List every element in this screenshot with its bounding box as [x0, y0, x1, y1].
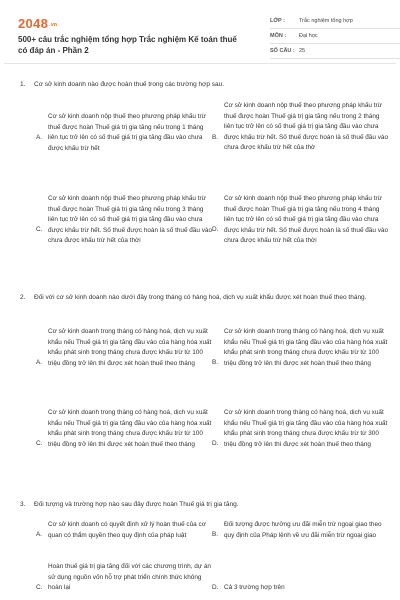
option-letter: D. — [212, 440, 219, 447]
meta-label: SỐ CÂU : — [270, 48, 295, 54]
option-letter: D. — [212, 226, 219, 233]
question-prompt — [16, 500, 388, 510]
option-letter: A. — [36, 359, 43, 366]
question-item — [16, 293, 388, 448]
question-number: 1. — [20, 81, 26, 88]
option-text: Hoàn thuế giá trị gia tăng đối với các chương trình, dự án sử dụng nguồn vốn hỗ trợ phát triển chính thức không hoàn lại — [48, 563, 211, 591]
option-letter: A. — [36, 531, 43, 538]
option-text: Đối tượng được hưởng ưu đãi miễn trừ ngoại giao theo quy định của Pháp lệnh về ưu đãi miễn trừ ngoại giao — [224, 521, 382, 539]
meta-row-class — [270, 14, 400, 29]
option-text: Cơ sở kinh doanh trong tháng có hàng hoá, dịch vụ xuất khẩu nếu Thuế giá trị gia tăng đầu vào của hàng hóa xuất khẩu phát sinh trong tháng chưa được khấu trừ từ 300 triệu đồng trở lên thì được xét hoàn thuế theo tháng — [224, 409, 388, 448]
logo-text: 2048 — [18, 16, 49, 31]
option-letter: B. — [212, 134, 219, 141]
option-text: Cơ sở kinh doanh nộp thuế theo phương pháp khấu trừ thuế được hoàn Thuế giá trị gia tăng nếu trong 1 tháng liên tục trở lên có số thuế giá trị gia tăng đầu vào chưa được khấu trừ hết — [48, 113, 206, 152]
meta-row-subject — [270, 29, 400, 44]
meta-label: MÔN : — [270, 33, 287, 39]
option-text: Cơ sở kinh doanh trong tháng có hàng hoá, dịch vụ xuất khẩu nếu Thuế giá trị gia tăng đầu vào của hàng hóa xuất khẩu phát sinh trong tháng chưa được khấu trừ từ 100 triệu đồng trở lên thì được xét hoàn thuế theo tháng — [48, 328, 212, 367]
question-number: 3. — [20, 501, 26, 508]
question-number: 2. — [20, 294, 26, 301]
document-meta — [270, 14, 400, 59]
meta-label: LỚP : — [270, 18, 285, 24]
option-text: Cả 3 trường hợp trên — [224, 584, 285, 591]
question-prompt — [16, 293, 388, 303]
question-text: Đối tượng và trường hợp nào sau đây được hoàn Thuế giá trị gia tăng. — [34, 501, 239, 508]
question-text: Cơ sở kinh doanh nào được hoàn thuế trong các trường hợp sau. — [34, 81, 225, 88]
option-text: Cơ sở kinh doanh trong tháng có hàng hoá, dịch vụ xuất khẩu nếu Thuế giá trị gia tăng đầu vào của hàng hóa xuất khẩu phát sinh trong tháng chưa được khấu trừ từ 100 triệu đồng trở lên thì được xét hoàn thuế theo tháng — [224, 328, 388, 367]
option-letter: B. — [212, 531, 219, 538]
meta-row-question-count — [270, 44, 400, 59]
meta-value: Trắc nghiệm tổng hợp — [299, 18, 353, 24]
option-letter: B. — [212, 359, 219, 366]
meta-value: 25 — [299, 48, 306, 54]
site-logo[interactable] — [18, 16, 57, 31]
option-letter: D. — [212, 584, 219, 591]
option-text: Cơ sở kinh doanh nộp thuế theo phương pháp khấu trừ thuế được hoàn Thuế giá trị gia tăng nếu trong 4 tháng liên tục trở lên có số thuế giá trị gia tăng đầu vào chưa được khấu trừ hết. Số thuế được hoàn là số thuế đầu vào chưa được khấu trừ hết của thời — [224, 195, 389, 244]
logo-suffix: .vn — [49, 21, 58, 28]
option-letter: C. — [36, 440, 43, 447]
header-divider — [4, 63, 396, 64]
option-text: Cơ sở kinh doanh có quyết định xử lý hoàn thuế của cơ quan có thẩm quyền theo quy định của pháp luật — [48, 521, 206, 539]
option-text: Cơ sở kinh doanh trong tháng có hàng hoá, dịch vụ xuất khẩu nếu Thuế giá trị gia tăng đầu vào của hàng hóa xuất khẩu phát sinh trong tháng chưa được khấu trừ từ 100 triệu đồng trở lên thì được xét hoàn thuế theo tháng — [48, 409, 212, 448]
question-item — [16, 500, 388, 591]
question-prompt — [16, 80, 388, 90]
document-title: 500+ câu trắc nghiệm tổng hợp Trắc nghiệm Kế toán thuế có đáp án - Phần 2 — [18, 35, 237, 55]
option-letter: C. — [36, 584, 43, 591]
meta-value: Đại học — [299, 33, 318, 39]
option-text: Cơ sở kinh doanh nộp thuế theo phương pháp khấu trừ thuế được hoàn Thuế giá trị gia tăng nếu trong 3 tháng liên tục trở lên có số thuế giá trị gia tăng đầu vào chưa được khấu trừ hết. Số thuế được hoàn là số thuế đầu vào chưa được khấu trừ hết của thời — [48, 195, 213, 244]
option-text: Cơ sở kinh doanh nộp thuế theo phương pháp khấu trừ thuế được hoàn Thuế giá trị gia tăng nếu trong 2 tháng liên tục trở lên có số thuế giá trị gia tăng đầu vào chưa được khấu trừ hết. Số thuế được hoàn là số thuế đầu vào chưa được khấu trừ hết của thờ — [224, 102, 389, 151]
document-header — [14, 14, 386, 60]
option-letter: A. — [36, 134, 43, 141]
option-letter: C. — [36, 226, 43, 233]
question-text: Đối với cơ sở kinh doanh nào dưới đây trong tháng có hàng hoá, dịch vụ xuất khẩu được xét hoàn thuế theo tháng. — [34, 294, 367, 301]
question-item — [16, 80, 389, 244]
